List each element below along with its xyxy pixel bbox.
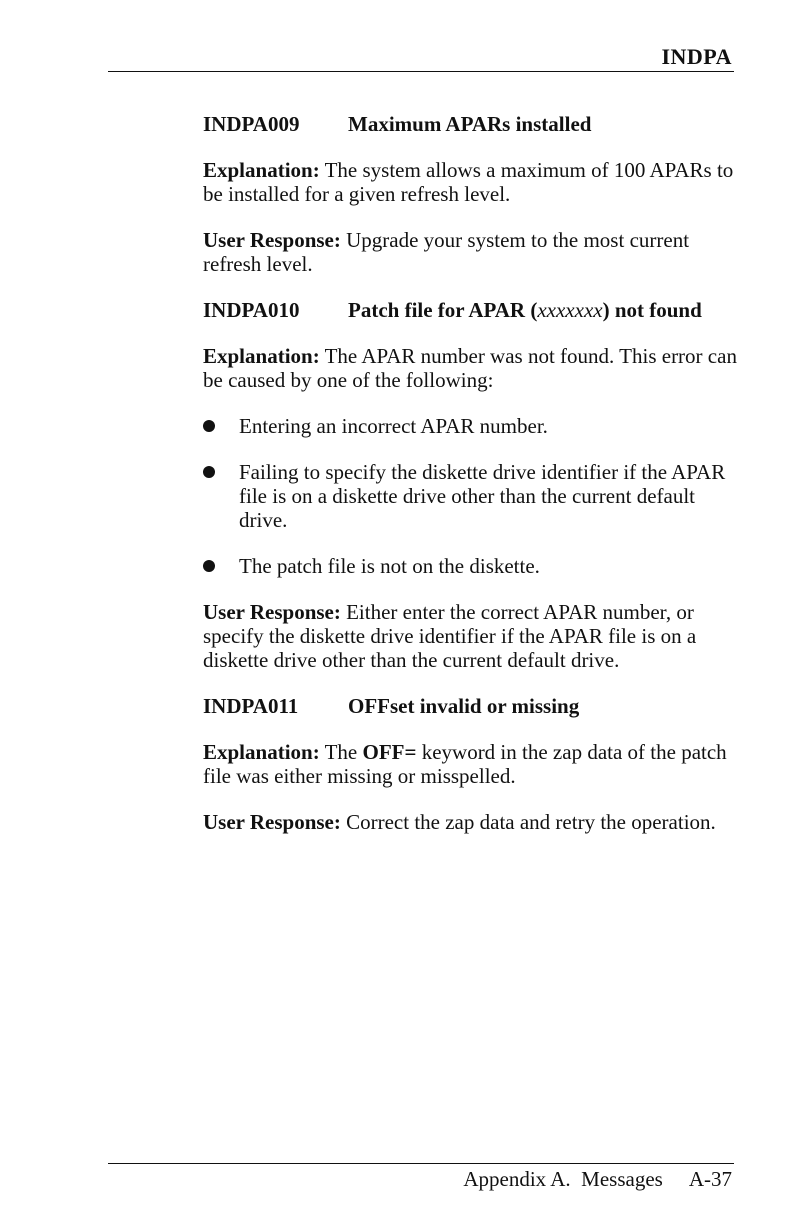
message-heading <box>203 112 743 136</box>
message-id: INDPA011 <box>203 694 299 718</box>
page-footer <box>463 1167 732 1192</box>
explanation-label: Explanation: <box>203 344 320 368</box>
user-response <box>203 600 743 672</box>
user-response-label: User Response: <box>203 810 341 834</box>
message-title: Maximum APARs installed <box>348 112 592 136</box>
list-item: Failing to specify the diskette drive identifier if the APAR file is on a diskette drive other than the current default drive. <box>203 460 743 532</box>
user-response-text: Upgrade your system to the most current refresh level. <box>203 228 690 276</box>
list-item: Entering an incorrect APAR number. <box>203 414 743 438</box>
user-response <box>203 810 743 834</box>
explanation <box>203 344 743 392</box>
message-heading <box>203 694 743 718</box>
explanation-text: The system allows a maximum of 100 APARs to be installed for a given refresh level. <box>203 158 734 206</box>
list-item: The patch file is not on the diskette. <box>203 554 743 578</box>
footer-section: Appendix A. Messages <box>463 1167 663 1191</box>
user-response-label: User Response: <box>203 228 341 252</box>
running-header: INDPA <box>661 44 732 69</box>
apar-variable: xxxxxxx <box>537 298 603 322</box>
keyword: OFF= <box>362 740 417 764</box>
footer-rule <box>108 1163 734 1164</box>
header-rule <box>108 71 734 72</box>
message-id: INDPA010 <box>203 298 300 322</box>
user-response-text: Correct the zap data and retry the operation. <box>346 810 716 834</box>
message-id: INDPA009 <box>203 112 300 136</box>
bullet-icon <box>203 420 215 432</box>
user-response-text: Either enter the correct APAR number, or specify the diskette drive identifier if the APAR file is on a diskette drive other than the current default drive. <box>203 600 697 672</box>
message-list <box>203 112 743 834</box>
cause-list <box>203 414 743 578</box>
explanation-text: The APAR number was not found. This error can be caused by one of the following: <box>203 344 737 392</box>
bullet-icon <box>203 560 215 572</box>
explanation-label: Explanation: <box>203 740 320 764</box>
explanation <box>203 158 743 206</box>
explanation-label: Explanation: <box>203 158 320 182</box>
user-response <box>203 228 743 276</box>
bullet-icon <box>203 466 215 478</box>
message-title: OFFset invalid or missing <box>348 694 580 718</box>
page-number: A-37 <box>688 1167 732 1191</box>
message-title: Patch file for APAR (xxxxxxx) not found <box>348 298 702 322</box>
explanation: Explanation: The OFF= keyword in the zap data of the patch file was either missing or misspelled. <box>203 740 727 788</box>
message-heading <box>203 298 743 322</box>
user-response-label: User Response: <box>203 600 341 624</box>
